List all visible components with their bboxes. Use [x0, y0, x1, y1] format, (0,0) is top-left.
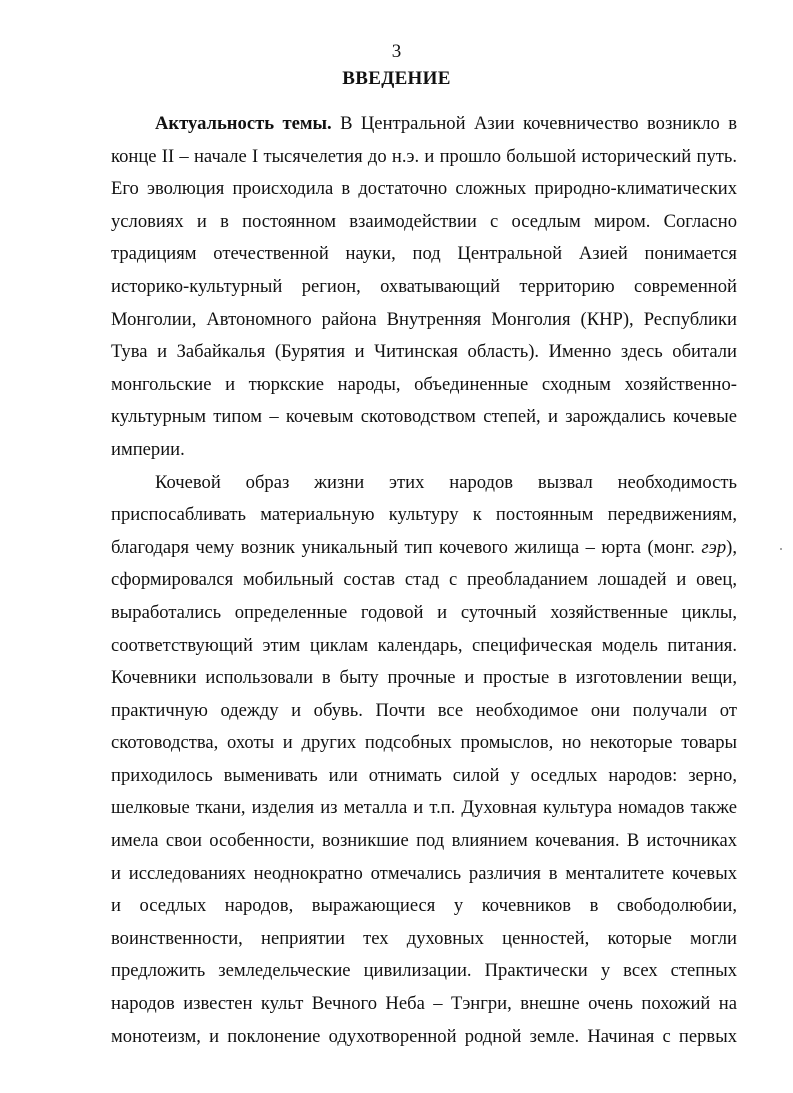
- paragraph-2-line: приспосабливать материальную культуру к постоянным передвижениям,: [111, 504, 737, 526]
- paragraph-1-line: конце II – начале I тысячелетия до н.э. и прошло большой исторический путь.: [111, 145, 737, 167]
- paragraph-1-line: Тува и Забайкалья (Бурятия и Читинская область). Именно здесь обитали: [111, 341, 737, 363]
- paragraph-2-line: народов известен культ Вечного Неба – Тэнгри, внешне очень похожий на: [111, 993, 737, 1015]
- paragraph-2: [111, 467, 737, 1054]
- paragraph-2-line: практичную одежду и обувь. Почти все необходимое они получали от: [111, 699, 737, 721]
- paragraph-1-line-1: [111, 108, 737, 141]
- paragraph-2-line: выработались определенные годовой и суточный хозяйственные циклы,: [111, 601, 737, 623]
- section-heading: ВВЕДЕНИЕ: [342, 68, 451, 89]
- body-text: [111, 108, 737, 1053]
- paragraph-1-line: условиях и в постоянном взаимодействии с оседлым миром. Согласно: [111, 210, 737, 232]
- paragraph-1: [111, 108, 737, 467]
- paragraph-1-line: культурным типом – кочевым скотоводством степей, и зарождались кочевые: [111, 406, 737, 428]
- italic-term-ger: гэр: [701, 536, 727, 558]
- paragraph-2-line: монотеизм, и поклонение одухотворенной родной земле. Начиная с первых: [111, 1025, 737, 1047]
- paragraph-1-line: традициям отечественной науки, под Центральной Азией понимается: [111, 243, 737, 265]
- paragraph-2-line: соответствующий этим циклам календарь, специфическая модель питания.: [111, 634, 737, 656]
- paragraph-2-line: и исследованиях неоднократно отмечались различия в менталитете кочевых: [111, 862, 737, 884]
- page-number: 3: [391, 41, 402, 62]
- paragraph-1-line: Монголии, Автономного района Внутренняя Монголия (КНР), Республики: [111, 308, 737, 330]
- paragraph-2-line: Кочевники использовали в быту прочные и простые в изготовлении вещи,: [111, 667, 737, 689]
- paragraph-2-line: предложить земледельческие цивилизации. Практически у всех степных: [111, 960, 737, 982]
- paragraph-2-line: Кочевой образ жизни этих народов вызвал необходимость: [155, 471, 737, 493]
- paragraph-2-line-3: [111, 532, 737, 565]
- paragraph-2-line: скотоводства, охоты и других подсобных промыслов, но некоторые товары: [111, 732, 737, 754]
- paragraph-2-line: и оседлых народов, выражающиеся у кочевников в свободолюбии,: [111, 895, 737, 917]
- line-3-before-text: благодаря чему возник уникальный тип кочевого жилища – юрта (монг.: [111, 536, 702, 558]
- paragraph-1-line: Его эволюция происходила в достаточно сложных природно-климатических: [111, 178, 737, 200]
- paragraph-2-line: приходилось выменивать или отнимать силой у оседлых народов: зерно,: [111, 764, 737, 786]
- scan-speck: [780, 548, 782, 550]
- paragraph-1-line: империи.: [111, 438, 185, 460]
- line-3-after-text: ),: [726, 536, 737, 558]
- paragraph-2-line: воинственности, неприятии тех духовных ценностей, которые могли: [111, 927, 737, 949]
- paragraph-2-line: шелковые ткани, изделия из металла и т.п. Духовная культура номадов также: [111, 797, 737, 819]
- paragraph-2-line: имела свои особенности, возникшие под влиянием кочевания. В источниках: [111, 830, 737, 852]
- paragraph-1-line: монгольские и тюркские народы, объединенные сходным хозяйственно-: [111, 373, 737, 395]
- paragraph-2-line: сформировался мобильный состав стад с преобладанием лошадей и овец,: [111, 569, 737, 591]
- lead-bold-text: Актуальность темы.: [155, 113, 332, 134]
- paragraph-1-line: историко-культурный регион, охватывающий территорию современной: [111, 275, 737, 297]
- paragraph-1-line-1-text: В Центральной Азии кочевничество возникло в: [331, 113, 737, 134]
